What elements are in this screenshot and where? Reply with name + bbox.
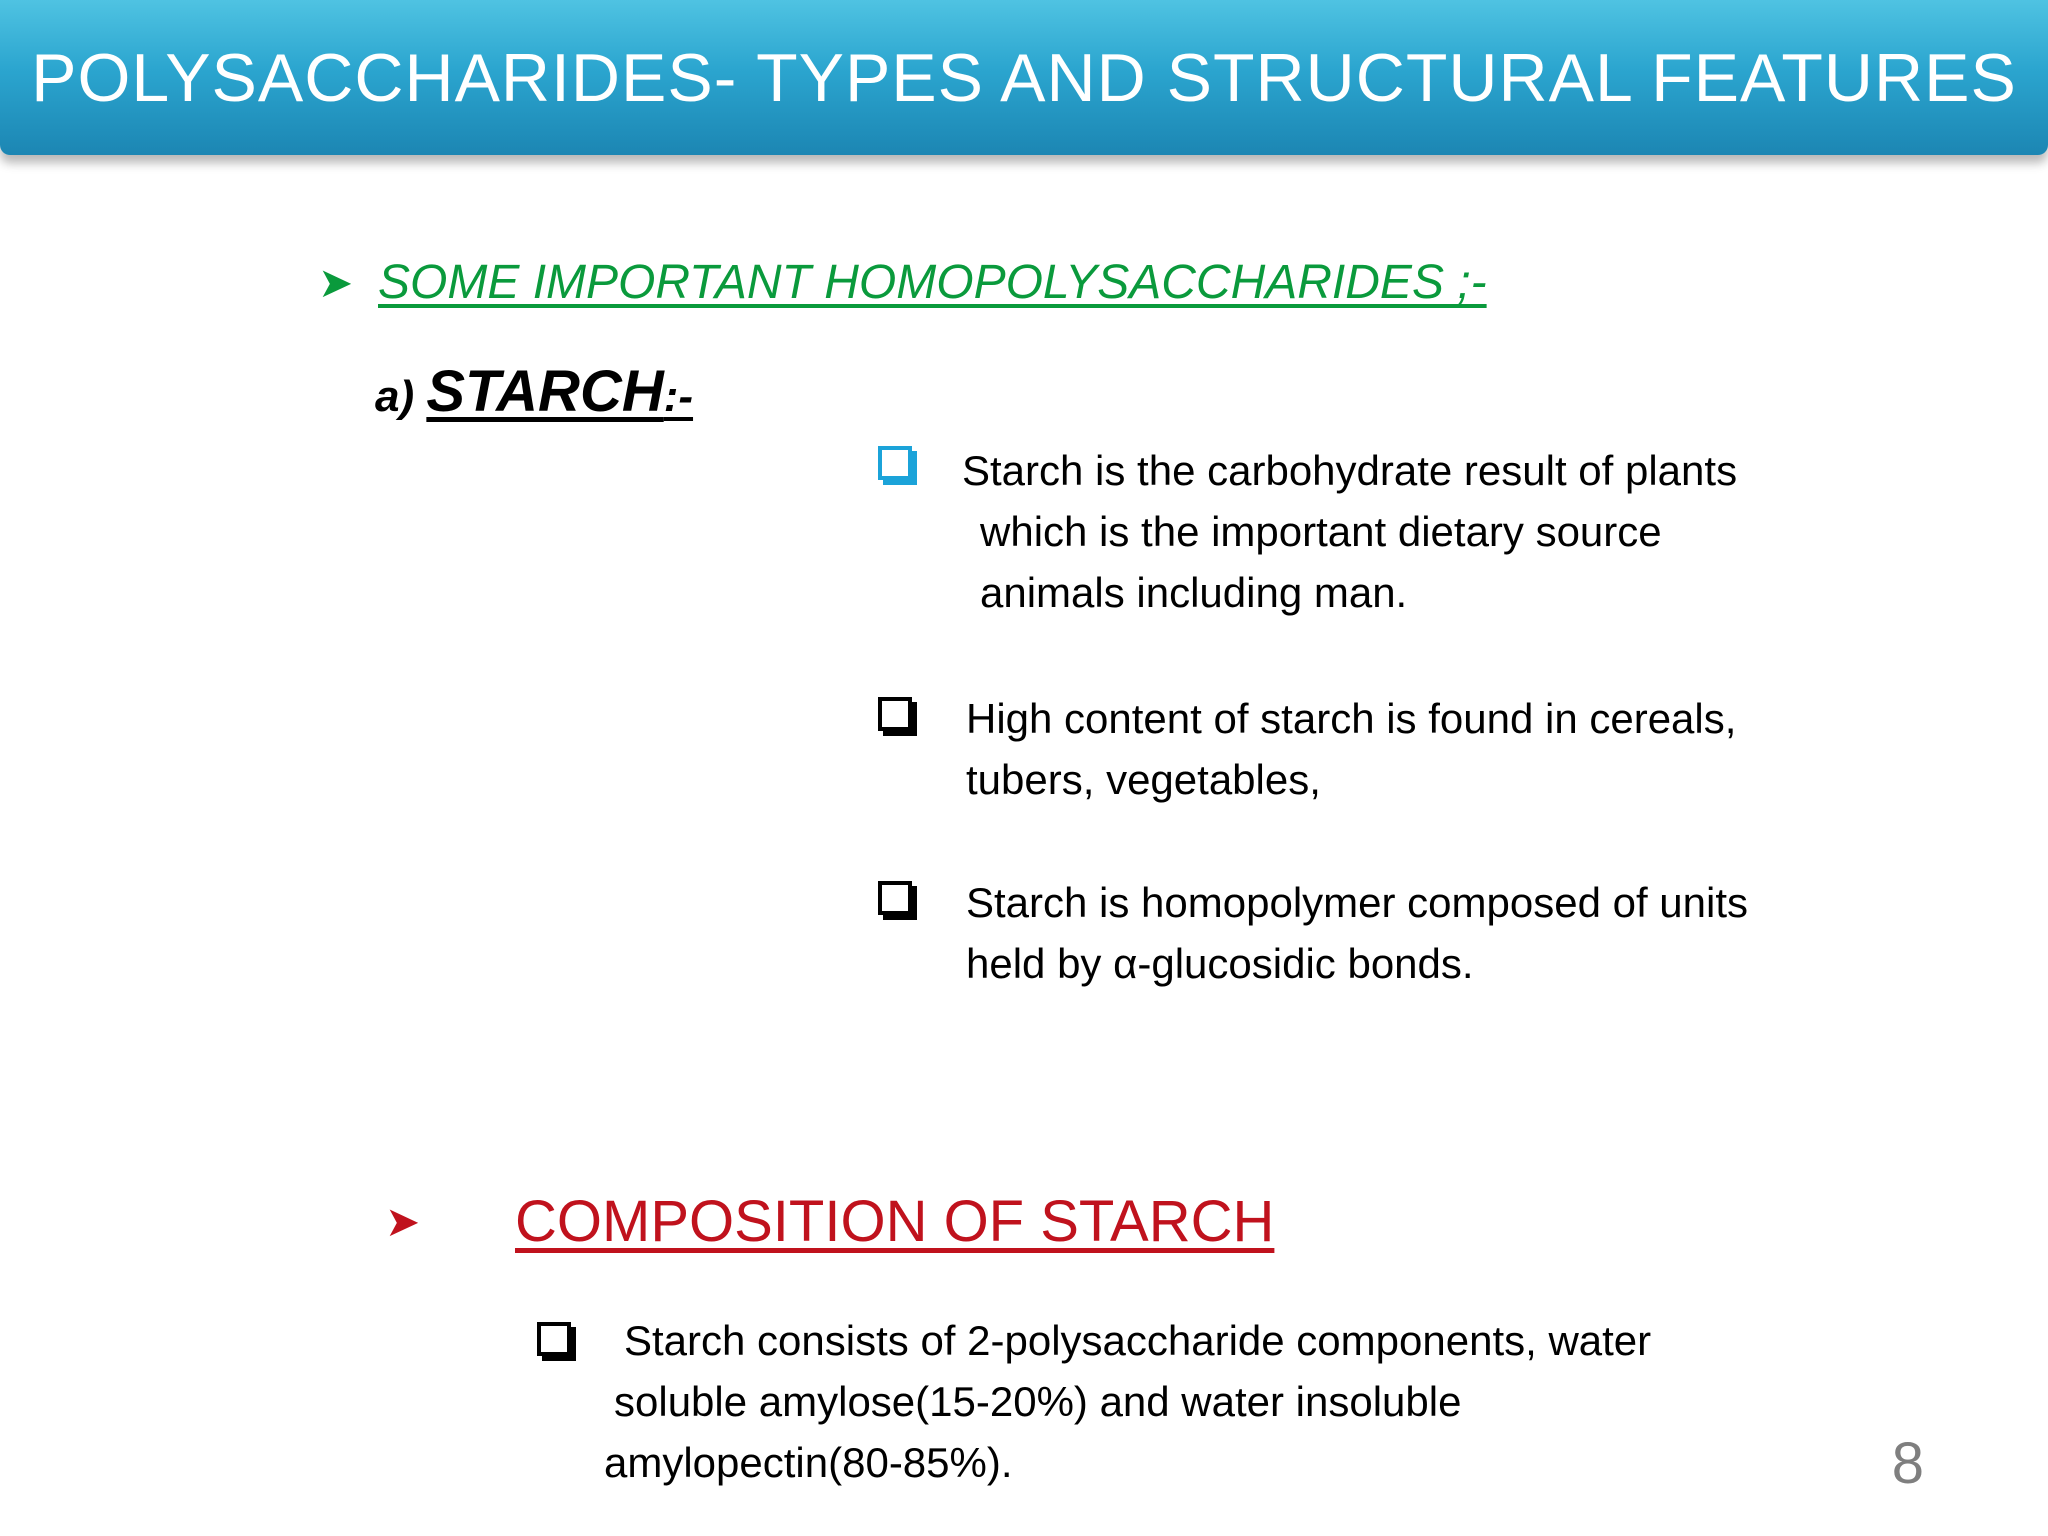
- bullet-line: amylopectin(80-85%).: [604, 1439, 1013, 1486]
- arrow-bullet-icon: ➤: [385, 1198, 421, 1245]
- bullet-line: Starch is the carbohydrate result of plants: [962, 447, 1738, 494]
- bullet-line: tubers, vegetables,: [966, 756, 1321, 803]
- arrow-bullet-icon: ➤: [318, 259, 354, 306]
- list-item: [966, 872, 1748, 994]
- list-item: [966, 688, 1736, 810]
- bullet-line: animals including man.: [980, 569, 1408, 616]
- bullet-line: Starch is homopolymer composed of units: [966, 879, 1749, 926]
- bullet-line: which is the important dietary source: [980, 508, 1662, 555]
- subheading-label: STARCH: [426, 359, 664, 424]
- bullet-line: soluble amylose(15-20%) and water insoluble: [614, 1378, 1462, 1425]
- list-item: [962, 440, 1737, 623]
- bullet-line: High content of starch is found in cereals,: [966, 695, 1737, 742]
- bullet-line: Starch consists of 2-polysaccharide components, water: [624, 1317, 1652, 1364]
- subheading-prefix: a): [375, 372, 427, 421]
- starch-subheading: [375, 358, 693, 425]
- subheading-suffix: :-: [663, 372, 694, 421]
- checkbox-icon: [537, 1322, 571, 1356]
- checkbox-icon: [878, 697, 912, 731]
- checkbox-icon: [878, 446, 912, 480]
- title-bar: [0, 0, 2048, 155]
- checkbox-icon: [878, 881, 912, 915]
- section-heading-label: SOME IMPORTANT HOMOPOLYSACCHARIDES ;-: [378, 256, 1487, 309]
- page-number: 8: [1891, 1431, 1924, 1496]
- bullet-line: held by α-glucosidic bonds.: [966, 940, 1474, 987]
- composition-heading-label: COMPOSITION OF STARCH: [515, 1189, 1275, 1254]
- list-item: [604, 1310, 1651, 1493]
- slide-title: POLYSACCHARIDES- TYPES AND STRUCTURAL FEATURES: [31, 39, 2017, 116]
- section-heading: [318, 255, 1487, 310]
- composition-heading: [385, 1188, 1274, 1255]
